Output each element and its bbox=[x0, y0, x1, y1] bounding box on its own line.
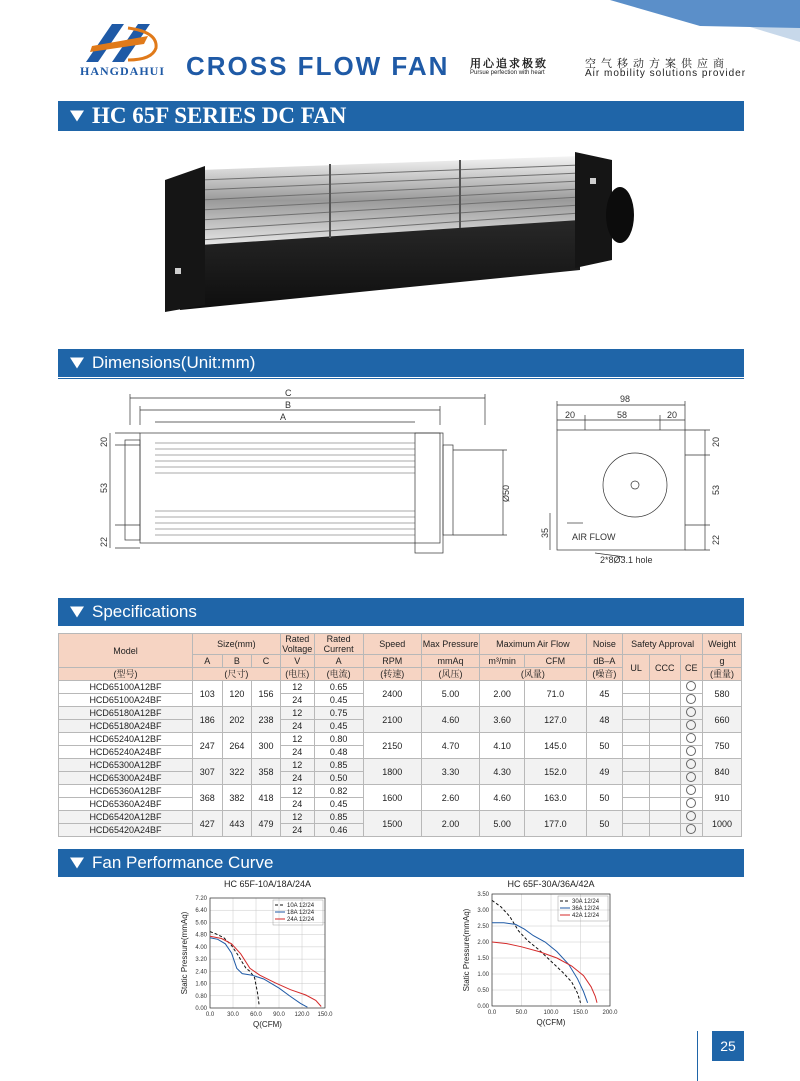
cell-c: 418 bbox=[252, 785, 281, 811]
cell-ul bbox=[623, 785, 650, 798]
table-row bbox=[59, 759, 742, 772]
dim-diameter-50: Ø50 bbox=[501, 484, 511, 502]
dimensions-underline bbox=[58, 378, 744, 379]
cell-ce bbox=[680, 811, 703, 824]
y-tick-label: 0.00 bbox=[477, 1004, 489, 1010]
cell-a: 427 bbox=[192, 811, 222, 837]
series-title: HC 65F SERIES DC FAN bbox=[92, 103, 347, 128]
unit-rpm: RPM bbox=[363, 655, 421, 668]
cell-ce bbox=[680, 824, 703, 837]
unit-db: dB–A bbox=[586, 655, 623, 668]
dim-b: B bbox=[285, 400, 292, 410]
cell-model: HCD65420A24BF bbox=[59, 824, 193, 837]
cell-current: 0.46 bbox=[314, 824, 363, 837]
brand-logo bbox=[78, 22, 160, 64]
legend-label: 36A 12/24 bbox=[572, 906, 600, 912]
legend-label: 18A 12/24 bbox=[287, 910, 315, 916]
page-number: 25 bbox=[712, 1031, 744, 1061]
cell-weight: 910 bbox=[703, 785, 742, 811]
cell-ce bbox=[680, 759, 703, 772]
cell-pressure: 2.00 bbox=[421, 811, 479, 837]
x-axis-label: Q(CFM) bbox=[253, 1020, 282, 1029]
y-tick-label: 2.40 bbox=[195, 969, 207, 976]
cell-pressure: 4.70 bbox=[421, 733, 479, 759]
cell-m3: 4.10 bbox=[480, 733, 525, 759]
cell-voltage: 24 bbox=[280, 824, 314, 837]
unit-ccc: CCC bbox=[649, 655, 680, 681]
performance-bar bbox=[58, 849, 744, 877]
cell-ce bbox=[680, 720, 703, 733]
y-tick-label: 4.80 bbox=[195, 932, 207, 939]
chart-title: HC 65F-10A/18A/24A bbox=[223, 879, 312, 889]
header-size: Size(mm) bbox=[192, 634, 280, 655]
cell-current: 0.50 bbox=[314, 772, 363, 785]
cell-ccc bbox=[649, 746, 680, 759]
circle-icon bbox=[686, 785, 696, 795]
cell-b: 443 bbox=[222, 811, 252, 837]
cell-noise: 50 bbox=[586, 785, 623, 811]
cn-model: (型号) bbox=[59, 668, 193, 681]
cell-current: 0.85 bbox=[314, 759, 363, 772]
header-pressure: Max Pressure bbox=[421, 634, 479, 655]
x-tick-label: 0.0 bbox=[487, 1010, 497, 1016]
cell-ul bbox=[623, 811, 650, 824]
table-row bbox=[59, 733, 742, 746]
cell-ul bbox=[623, 824, 650, 837]
table-row bbox=[59, 707, 742, 720]
legend-label: 10A 12/24 bbox=[287, 903, 315, 909]
x-tick-label: 30.0 bbox=[227, 1012, 239, 1018]
slogan-en: Pursue perfection with heart bbox=[470, 70, 545, 76]
unit-c: C bbox=[252, 655, 281, 668]
y-tick-label: 7.20 bbox=[195, 896, 207, 902]
circle-icon bbox=[686, 720, 696, 730]
cell-voltage: 12 bbox=[280, 681, 314, 694]
header-airflow: Maximum Air Flow bbox=[480, 634, 586, 655]
performance-chart-1 bbox=[175, 876, 355, 1036]
cell-voltage: 12 bbox=[280, 759, 314, 772]
cn-voltage: (电压) bbox=[280, 668, 314, 681]
cell-speed: 1600 bbox=[363, 785, 421, 811]
cell-noise: 48 bbox=[586, 707, 623, 733]
y-tick-label: 2.00 bbox=[477, 940, 489, 946]
x-tick-label: 90.0 bbox=[273, 1012, 285, 1018]
cell-cfm: 163.0 bbox=[525, 785, 586, 811]
circle-icon bbox=[686, 681, 696, 691]
cell-ce bbox=[680, 681, 703, 694]
cell-ccc bbox=[649, 811, 680, 824]
cell-b: 202 bbox=[222, 707, 252, 733]
performance-heading: Fan Performance Curve bbox=[92, 853, 274, 872]
cell-current: 0.82 bbox=[314, 785, 363, 798]
cell-ul bbox=[623, 772, 650, 785]
cell-current: 0.65 bbox=[314, 681, 363, 694]
cn-size: (尺寸) bbox=[192, 668, 280, 681]
cell-c: 358 bbox=[252, 759, 281, 785]
cell-ul bbox=[623, 733, 650, 746]
series-line bbox=[492, 900, 581, 1002]
circle-icon bbox=[686, 824, 696, 834]
circle-icon bbox=[686, 811, 696, 821]
cell-m3: 5.00 bbox=[480, 811, 525, 837]
cell-c: 300 bbox=[252, 733, 281, 759]
dim-20-right: 20 bbox=[667, 410, 678, 420]
spec-table bbox=[58, 633, 742, 837]
x-tick-label: 150.0 bbox=[572, 1010, 589, 1016]
cell-current: 0.45 bbox=[314, 798, 363, 811]
cell-ul bbox=[623, 707, 650, 720]
specifications-bar bbox=[58, 598, 744, 626]
chart-title: HC 65F-30A/36A/42A bbox=[507, 879, 595, 889]
circle-icon bbox=[686, 694, 696, 704]
header-speed: Speed bbox=[363, 634, 421, 655]
dim-22: 22 bbox=[99, 536, 109, 547]
dim-c: C bbox=[285, 388, 292, 398]
table-row bbox=[59, 811, 742, 824]
header-voltage: Rated Voltage bbox=[282, 634, 313, 654]
dim-h53: 53 bbox=[711, 484, 721, 495]
cell-ul bbox=[623, 746, 650, 759]
cell-ccc bbox=[649, 694, 680, 707]
cell-ul bbox=[623, 694, 650, 707]
cell-noise: 50 bbox=[586, 733, 623, 759]
cell-ccc bbox=[649, 681, 680, 694]
dim-58: 58 bbox=[617, 410, 628, 420]
y-tick-label: 1.00 bbox=[477, 972, 489, 978]
cell-model: HCD65240A24BF bbox=[59, 746, 193, 759]
cell-ccc bbox=[649, 785, 680, 798]
y-tick-label: 0.50 bbox=[477, 988, 489, 994]
series-title-bar bbox=[58, 101, 744, 131]
cell-model: HCD65420A12BF bbox=[59, 811, 193, 824]
cell-b: 322 bbox=[222, 759, 252, 785]
y-axis-label: Static Pressure(mmAq) bbox=[180, 911, 189, 995]
cell-weight: 840 bbox=[703, 759, 742, 785]
performance-chart-2 bbox=[460, 876, 630, 1036]
circle-icon bbox=[686, 707, 696, 717]
x-tick-label: 120.0 bbox=[294, 1012, 310, 1018]
cell-current: 0.85 bbox=[314, 811, 363, 824]
circle-icon bbox=[686, 746, 696, 756]
unit-amp: A bbox=[314, 655, 363, 668]
cell-model: HCD65180A24BF bbox=[59, 720, 193, 733]
table-row bbox=[59, 785, 742, 798]
y-tick-label: 3.50 bbox=[477, 892, 489, 898]
x-tick-label: 200.0 bbox=[602, 1010, 618, 1016]
cn-pressure: (风压) bbox=[421, 668, 479, 681]
cell-ce bbox=[680, 746, 703, 759]
cell-noise: 50 bbox=[586, 811, 623, 837]
cell-current: 0.48 bbox=[314, 746, 363, 759]
slogan-cn: 用心追求极致 bbox=[470, 57, 548, 70]
cn-airflow: (风量) bbox=[480, 668, 586, 681]
cell-speed: 1500 bbox=[363, 811, 421, 837]
cell-a: 103 bbox=[192, 681, 222, 707]
brand-name: HANGDAHUI bbox=[80, 64, 166, 78]
dim-a: A bbox=[280, 412, 287, 422]
y-tick-label: 0.00 bbox=[195, 1006, 207, 1012]
cell-a: 186 bbox=[192, 707, 222, 733]
cell-m3: 2.00 bbox=[480, 681, 525, 707]
cell-ce bbox=[680, 785, 703, 798]
circle-icon bbox=[686, 733, 696, 743]
cell-m3: 4.30 bbox=[480, 759, 525, 785]
cell-a: 247 bbox=[192, 733, 222, 759]
cell-ccc bbox=[649, 720, 680, 733]
table-row bbox=[59, 681, 742, 694]
cell-current: 0.45 bbox=[314, 694, 363, 707]
cell-pressure: 5.00 bbox=[421, 681, 479, 707]
cell-voltage: 24 bbox=[280, 720, 314, 733]
cell-voltage: 12 bbox=[280, 707, 314, 720]
cell-ccc bbox=[649, 707, 680, 720]
circle-icon bbox=[686, 759, 696, 769]
x-tick-label: 100.0 bbox=[543, 1010, 559, 1016]
cell-speed: 1800 bbox=[363, 759, 421, 785]
x-tick-label: 60.0 bbox=[250, 1012, 262, 1018]
circle-icon bbox=[686, 772, 696, 782]
cell-pressure: 4.60 bbox=[421, 707, 479, 733]
series-line bbox=[210, 938, 307, 1008]
y-tick-label: 1.60 bbox=[195, 981, 207, 988]
cell-cfm: 145.0 bbox=[525, 733, 586, 759]
dim-53: 53 bbox=[99, 482, 109, 493]
cell-noise: 45 bbox=[586, 681, 623, 707]
brand-title: CROSS FLOW FAN bbox=[186, 51, 450, 81]
header-safety: Safety Approval bbox=[623, 634, 703, 655]
triangle-icon bbox=[70, 607, 84, 618]
y-tick-label: 1.50 bbox=[477, 956, 489, 962]
cell-model: HCD65300A24BF bbox=[59, 772, 193, 785]
y-tick-label: 3.20 bbox=[195, 957, 207, 964]
unit-cfm: CFM bbox=[525, 655, 586, 668]
front-view-drawing bbox=[95, 385, 535, 585]
cell-voltage: 24 bbox=[280, 798, 314, 811]
x-axis-label: Q(CFM) bbox=[536, 1018, 566, 1027]
hole-label: 2*8Ø3.1 hole bbox=[600, 555, 653, 565]
cell-ccc bbox=[649, 772, 680, 785]
legend-label: 30A 12/24 bbox=[572, 899, 600, 905]
cell-model: HCD65180A12BF bbox=[59, 707, 193, 720]
x-tick-label: 0.0 bbox=[205, 1012, 215, 1018]
unit-b: B bbox=[222, 655, 252, 668]
cell-b: 382 bbox=[222, 785, 252, 811]
header-weight: Weight bbox=[703, 634, 742, 655]
y-axis-label: Static Pressure(mmAq) bbox=[462, 908, 471, 992]
cell-m3: 3.60 bbox=[480, 707, 525, 733]
cell-current: 0.75 bbox=[314, 707, 363, 720]
legend-label: 24A 12/24 bbox=[287, 917, 315, 923]
y-tick-label: 5.60 bbox=[195, 920, 207, 927]
airflow-label: AIR FLOW bbox=[572, 532, 616, 542]
cell-c: 238 bbox=[252, 707, 281, 733]
cell-current: 0.80 bbox=[314, 733, 363, 746]
legend-label: 42A 12/24 bbox=[572, 913, 600, 919]
cell-ce bbox=[680, 798, 703, 811]
cell-pressure: 3.30 bbox=[421, 759, 479, 785]
specifications-heading: Specifications bbox=[92, 602, 197, 621]
cell-m3: 4.60 bbox=[480, 785, 525, 811]
y-tick-label: 0.80 bbox=[195, 993, 207, 1000]
cell-model: HCD65100A24BF bbox=[59, 694, 193, 707]
header-current: Rated Current bbox=[314, 634, 363, 655]
cell-ul bbox=[623, 798, 650, 811]
cell-model: HCD65100A12BF bbox=[59, 681, 193, 694]
cell-ce bbox=[680, 707, 703, 720]
cn-weight: (重量) bbox=[703, 668, 742, 681]
cell-ce bbox=[680, 694, 703, 707]
cell-cfm: 71.0 bbox=[525, 681, 586, 707]
dimensions-bar bbox=[58, 349, 744, 377]
x-tick-label: 50.0 bbox=[515, 1010, 528, 1016]
cell-voltage: 12 bbox=[280, 733, 314, 746]
cell-ul bbox=[623, 759, 650, 772]
cell-c: 156 bbox=[252, 681, 281, 707]
cell-pressure: 2.60 bbox=[421, 785, 479, 811]
triangle-icon bbox=[70, 858, 84, 869]
cell-voltage: 12 bbox=[280, 785, 314, 798]
cell-c: 479 bbox=[252, 811, 281, 837]
unit-g: g bbox=[703, 655, 742, 668]
triangle-icon bbox=[70, 358, 84, 369]
cn-speed: (转速) bbox=[363, 668, 421, 681]
dim-98: 98 bbox=[620, 394, 631, 404]
x-tick-label: 150.0 bbox=[317, 1012, 333, 1018]
dim-20: 20 bbox=[99, 436, 109, 447]
circle-icon bbox=[686, 798, 696, 808]
cell-cfm: 127.0 bbox=[525, 707, 586, 733]
cell-model: HCD65300A12BF bbox=[59, 759, 193, 772]
cell-b: 264 bbox=[222, 733, 252, 759]
cell-speed: 2400 bbox=[363, 681, 421, 707]
unit-v: V bbox=[280, 655, 314, 668]
cell-ccc bbox=[649, 798, 680, 811]
slogan2-en: Air mobility solutions provider bbox=[585, 68, 747, 79]
y-tick-label: 4.00 bbox=[195, 944, 207, 951]
cell-speed: 2150 bbox=[363, 733, 421, 759]
cell-b: 120 bbox=[222, 681, 252, 707]
unit-ce: CE bbox=[680, 655, 703, 681]
header-noise: Noise bbox=[586, 634, 623, 655]
side-view-drawing bbox=[535, 385, 725, 585]
cell-model: HCD65360A12BF bbox=[59, 785, 193, 798]
cell-voltage: 12 bbox=[280, 811, 314, 824]
cn-current: (电流) bbox=[314, 668, 363, 681]
cell-model: HCD65240A12BF bbox=[59, 733, 193, 746]
dimensions-heading: Dimensions(Unit:mm) bbox=[92, 353, 256, 372]
y-tick-label: 2.50 bbox=[477, 924, 489, 930]
cell-ul bbox=[623, 681, 650, 694]
cell-noise: 49 bbox=[586, 759, 623, 785]
dim-h35: 35 bbox=[540, 527, 550, 538]
cell-ccc bbox=[649, 733, 680, 746]
triangle-icon bbox=[70, 111, 84, 122]
cell-weight: 1000 bbox=[703, 811, 742, 837]
cell-ul bbox=[623, 720, 650, 733]
dim-h20: 20 bbox=[711, 436, 721, 447]
cell-ccc bbox=[649, 759, 680, 772]
series-line bbox=[492, 942, 597, 1003]
cell-weight: 580 bbox=[703, 681, 742, 707]
cell-voltage: 24 bbox=[280, 772, 314, 785]
cell-voltage: 24 bbox=[280, 694, 314, 707]
cell-cfm: 152.0 bbox=[525, 759, 586, 785]
unit-a: A bbox=[192, 655, 222, 668]
cell-speed: 2100 bbox=[363, 707, 421, 733]
y-tick-label: 6.40 bbox=[195, 908, 207, 915]
cell-ce bbox=[680, 772, 703, 785]
unit-m3: m³/min bbox=[480, 655, 525, 668]
slogan2-cn: 空气移动方案供应商 bbox=[585, 57, 729, 70]
cell-model: HCD65360A24BF bbox=[59, 798, 193, 811]
y-tick-label: 3.00 bbox=[477, 908, 489, 914]
page-divider bbox=[697, 1031, 698, 1081]
cell-weight: 750 bbox=[703, 733, 742, 759]
cell-weight: 660 bbox=[703, 707, 742, 733]
cell-ccc bbox=[649, 824, 680, 837]
series-line bbox=[210, 932, 259, 1005]
product-photo bbox=[160, 150, 640, 320]
cell-a: 368 bbox=[192, 785, 222, 811]
header-model: Model bbox=[59, 634, 193, 668]
unit-mmaq: mmAq bbox=[421, 655, 479, 668]
dim-h22: 22 bbox=[711, 534, 721, 545]
cell-a: 307 bbox=[192, 759, 222, 785]
cn-noise: (噪音) bbox=[586, 668, 623, 681]
cell-voltage: 24 bbox=[280, 746, 314, 759]
cell-ce bbox=[680, 733, 703, 746]
cell-cfm: 177.0 bbox=[525, 811, 586, 837]
unit-ul: UL bbox=[623, 655, 650, 681]
cell-current: 0.45 bbox=[314, 720, 363, 733]
series-line bbox=[492, 923, 588, 1003]
dim-20-left: 20 bbox=[565, 410, 576, 420]
